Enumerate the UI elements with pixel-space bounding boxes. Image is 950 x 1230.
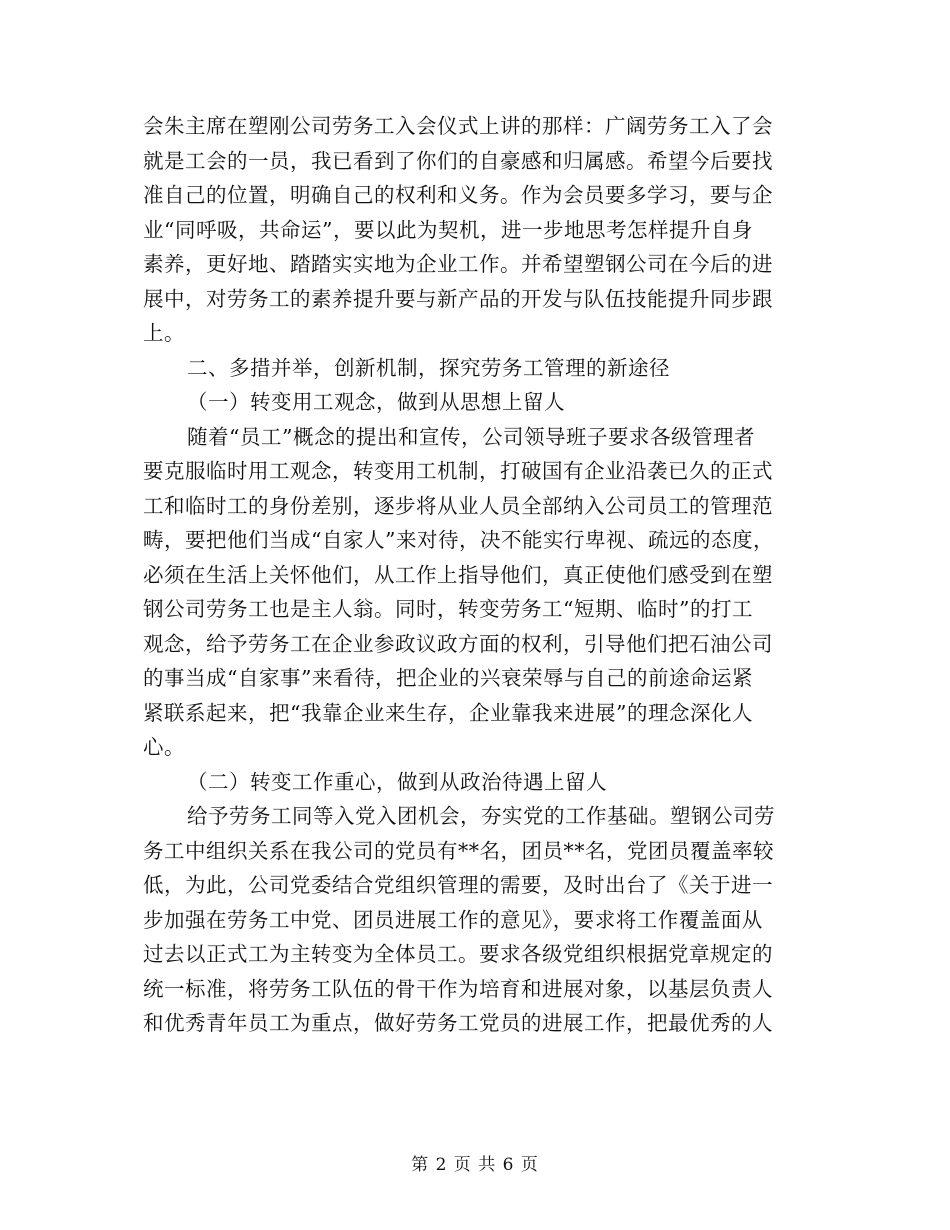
body-line: 统一标准，将劳务工队伍的骨干作为培育和进展对象，以基层负责人 (143, 977, 773, 1001)
body-line: 步加强在劳务工中党、团员进展工作的意见》，要求将工作覆盖面从 (143, 908, 763, 932)
body-line: 就是工会的一员，我已看到了你们的自豪感和归属感。希望今后要找 (143, 149, 773, 173)
subsection-heading: （一）转变用工观念，做到从思想上留人 (187, 390, 565, 414)
body-line: （二）转变工作重心，做到从政治待遇上留人 (187, 770, 607, 794)
body-line: 随着“员工”概念的提出和宣传，公司领导班子要求各级管理者 (187, 425, 755, 449)
body-line: 准自己的位置，明确自己的权利和义务。作为会员要多学习，要与企 (143, 183, 773, 207)
body-line: 紧联系起来，把“我靠企业来生存，企业靠我来进展”的理念深化人 (143, 701, 753, 725)
body-line: 低，为此，公司党委结合党组织管理的需要，及时出台了《关于进一 (143, 873, 773, 897)
body-line: 工和临时工的身份差别，逐步将从业人员全部纳入公司员工的管理范 (143, 494, 773, 518)
page-number-footer: 第 2 页 共 6 页 (411, 1155, 539, 1175)
body-line: 要克服临时用工观念，转变用工机制，打破国有企业沿袭已久的正式 (143, 459, 773, 483)
body-line: 展中，对劳务工的素养提升要与新产品的开发与队伍技能提升同步跟 (143, 287, 773, 311)
body-line: 务工中组织关系在我公司的党员有**名，团员**名，党团员覆盖率较 (143, 839, 774, 863)
body-line: 会朱主席在塑刚公司劳务工入会仪式上讲的那样：广阔劳务工入了会 (143, 114, 773, 138)
subsection-heading: 给予劳务工同等入党入团机会，夯实党的工作基础。塑钢公司劳 (187, 804, 775, 828)
body-line: 素养，更好地、踏踏实实地为企业工作。并希望塑钢公司在今后的进 (143, 252, 773, 276)
section-heading: 二、多措并举，创新机制，探究劳务工管理的新途径 (187, 356, 670, 380)
body-line: 过去以正式工为主转变为全体员工。要求各级党组织根据党章规定的 (143, 942, 773, 966)
body-line: 业“同呼吸，共命运”，要以此为契机，进一步地思考怎样提升自身 (143, 218, 753, 242)
body-line: 的事当成“自家事”来看待，把企业的兴衰荣辱与自己的前途命运紧 (143, 666, 753, 690)
body-line: 钢公司劳务工也是主人翁。同时，转变劳务工“短期、临时”的打工 (143, 597, 753, 621)
body-line: 观念，给予劳务工在企业参政议政方面的权利，引导他们把石油公司 (143, 632, 773, 656)
body-line: 心。 (143, 735, 185, 759)
body-line: 上。 (143, 321, 185, 345)
body-line: 畴，要把他们当成“自家人”来对待，决不能实行卑视、疏远的态度， (143, 528, 774, 552)
body-line: 和优秀青年员工为重点，做好劳务工党员的进展工作，把最优秀的人 (143, 1011, 773, 1035)
body-line: 必须在生活上关怀他们，从工作上指导他们，真正使他们感受到在塑 (143, 563, 773, 587)
